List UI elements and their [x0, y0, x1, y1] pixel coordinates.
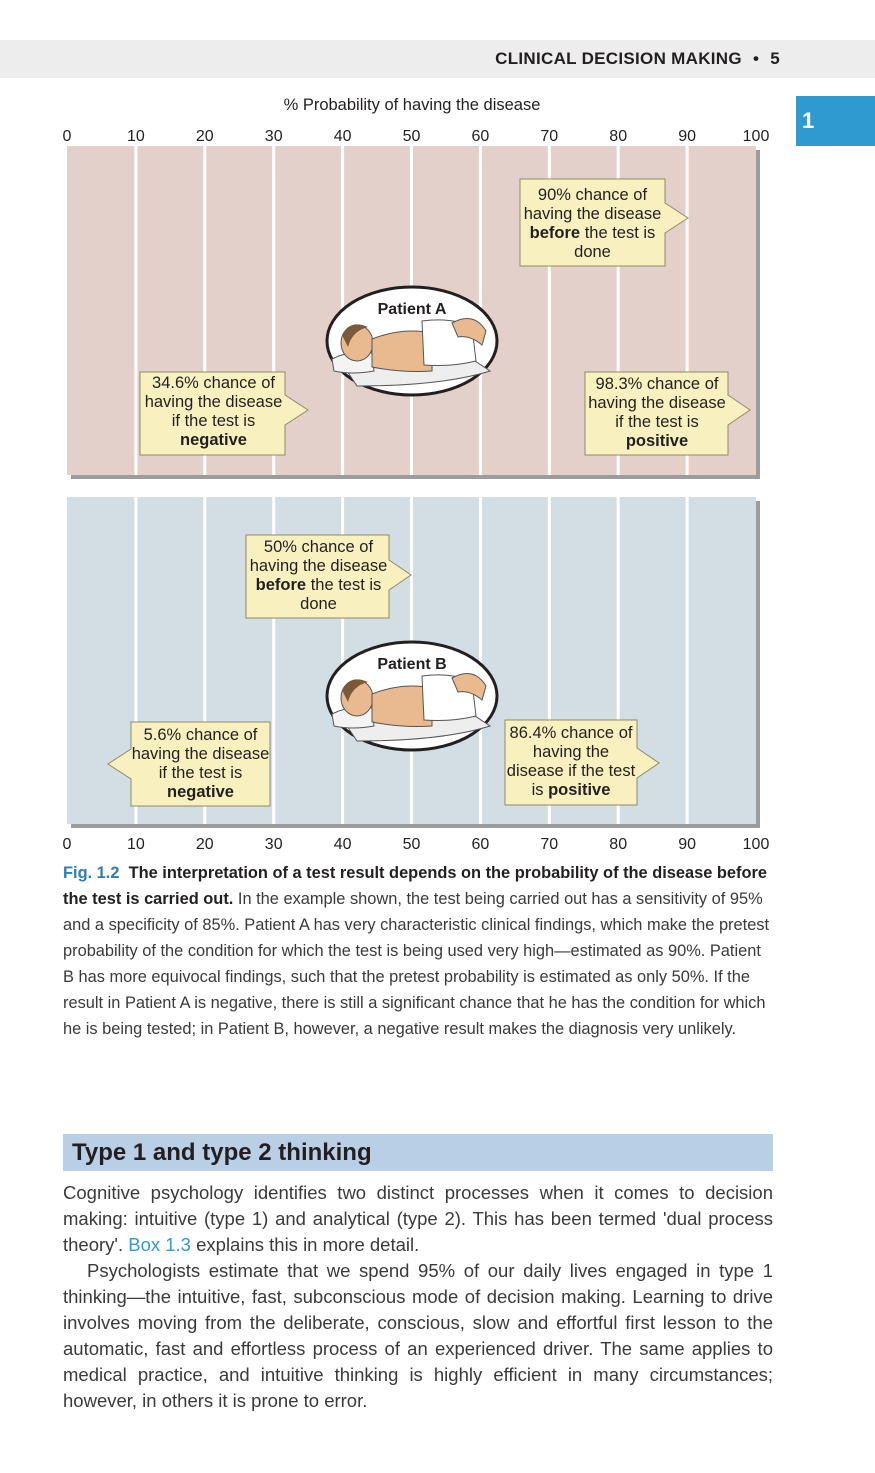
tick-label-bottom-40: 40	[333, 836, 352, 853]
callout-b-negative	[131, 726, 270, 802]
callout-b-before-post: the test is done	[300, 576, 382, 613]
tick-label-top-40: 40	[333, 128, 352, 145]
tick-label-top-70: 70	[540, 128, 559, 145]
tick-label-bottom-0: 0	[62, 836, 72, 853]
tick-label-bottom-70: 70	[540, 836, 559, 853]
callout-a-positive-text: 98.3% chance of having the disease if the test is	[588, 375, 726, 431]
tick-label-top-90: 90	[678, 128, 696, 145]
tick-label-top-0: 0	[62, 128, 72, 145]
tick-label-top-100: 100	[742, 128, 770, 145]
callout-b-before-text: 50% chance of having the disease	[249, 538, 388, 575]
running-title	[495, 49, 780, 69]
figure-caption	[63, 860, 775, 1042]
tick-label-bottom-20: 20	[195, 836, 214, 853]
tick-label-top-30: 30	[264, 128, 283, 145]
figure-caption-text: In the example shown, the test being carried out has a sensitivity of 95% and a specificity of 85%. Patient A has very characteristic clinical findings, which make the pretest probability of the condition for which the test is being used very high—estimated as 90%. Patient B has more equivocal findings, such that the pretest probability is estimated as only 50%. If the result in Patient A is negative, there is still a significant chance that he has the condition for which he is being tested; in Patient B, however, a negative result makes the diagnosis very unlikely.	[63, 890, 770, 1038]
paragraph-2: Psychologists estimate that we spend 95% of our daily lives engaged in type 1 thinking—the intuitive, fast, subconscious mode of decision making. Learning to drive involves moving from the deliberate, conscious, slow and effortful first lesson to the automatic, fast and effortless process of an experienced driver. The same applies to medical practice, and intuitive thinking is highly efficient in many circumstances; however, in others it is prone to error.	[63, 1260, 773, 1411]
tick-label-top-60: 60	[471, 128, 490, 145]
section-heading-bar	[63, 1134, 773, 1171]
callout-a-positive	[586, 375, 728, 451]
tick-label-top-50: 50	[402, 128, 421, 145]
page-number: 5	[770, 49, 780, 68]
tick-label-bottom-100: 100	[742, 836, 770, 853]
figure-label: Fig. 1.2	[63, 864, 120, 882]
callout-b-positive-bold: positive	[548, 781, 611, 799]
axis-title: % Probability of having the disease	[283, 96, 541, 114]
top-tick-labels	[63, 128, 770, 145]
bottom-tick-labels	[63, 836, 770, 853]
callout-a-before-text: 90% chance of having the disease	[523, 186, 662, 223]
tick-label-bottom-50: 50	[402, 836, 421, 853]
paragraph-1-tail: explains this in more detail.	[190, 1234, 420, 1255]
callout-a-negative-text: 34.6% chance of having the disease if the test is	[144, 374, 283, 430]
tick-label-bottom-10: 10	[127, 836, 145, 853]
running-header	[0, 40, 875, 78]
callout-b-negative-text: 5.6% chance of having the disease if the test is	[131, 726, 270, 782]
tick-label-bottom-80: 80	[609, 836, 628, 853]
tick-label-top-80: 80	[609, 128, 628, 145]
patient-a-label: Patient A	[377, 301, 447, 318]
figure-1-2	[0, 85, 875, 860]
header-separator: •	[752, 49, 760, 68]
tick-label-top-20: 20	[195, 128, 214, 145]
callout-b-positive-text: 86.4% chance of having the disease if the test is	[506, 724, 636, 799]
callout-b-before	[248, 538, 389, 614]
paragraph-1-text: Cognitive psychology identifies two distinct processes when it comes to decision making: intuitive (type 1) and analytical (type 2). This has been termed 'dual process theory'.	[63, 1182, 773, 1255]
callout-a-negative-bold: negative	[180, 431, 247, 449]
figure-title: The interpretation of a test result depends on the probability of the disease before the test is carried out.	[63, 864, 768, 908]
callout-b-positive	[505, 724, 637, 800]
chapter-number: 1	[802, 108, 815, 133]
tick-label-top-10: 10	[127, 128, 145, 145]
callout-a-before-post: the test is done	[574, 224, 656, 261]
tick-label-bottom-90: 90	[678, 836, 696, 853]
callout-a-before	[520, 186, 665, 262]
callout-a-before-bold: before	[529, 224, 581, 242]
tick-label-bottom-60: 60	[471, 836, 490, 853]
callout-a-negative	[142, 374, 285, 450]
callout-b-before-bold: before	[255, 576, 307, 594]
running-title-text: CLINICAL DECISION MAKING	[495, 49, 742, 68]
section-title: Type 1 and type 2 thinking	[72, 1139, 372, 1166]
tick-label-bottom-30: 30	[264, 836, 283, 853]
patient-b-label: Patient B	[377, 656, 447, 673]
box-1-3-link[interactable]: Box 1.3	[128, 1234, 191, 1255]
callout-b-negative-bold: negative	[167, 783, 234, 801]
body-text	[63, 1180, 773, 1414]
patient-a-illustration	[327, 287, 497, 395]
callout-a-positive-bold: positive	[625, 432, 689, 450]
paragraph-1	[63, 1180, 773, 1258]
patient-b-illustration	[327, 642, 497, 750]
